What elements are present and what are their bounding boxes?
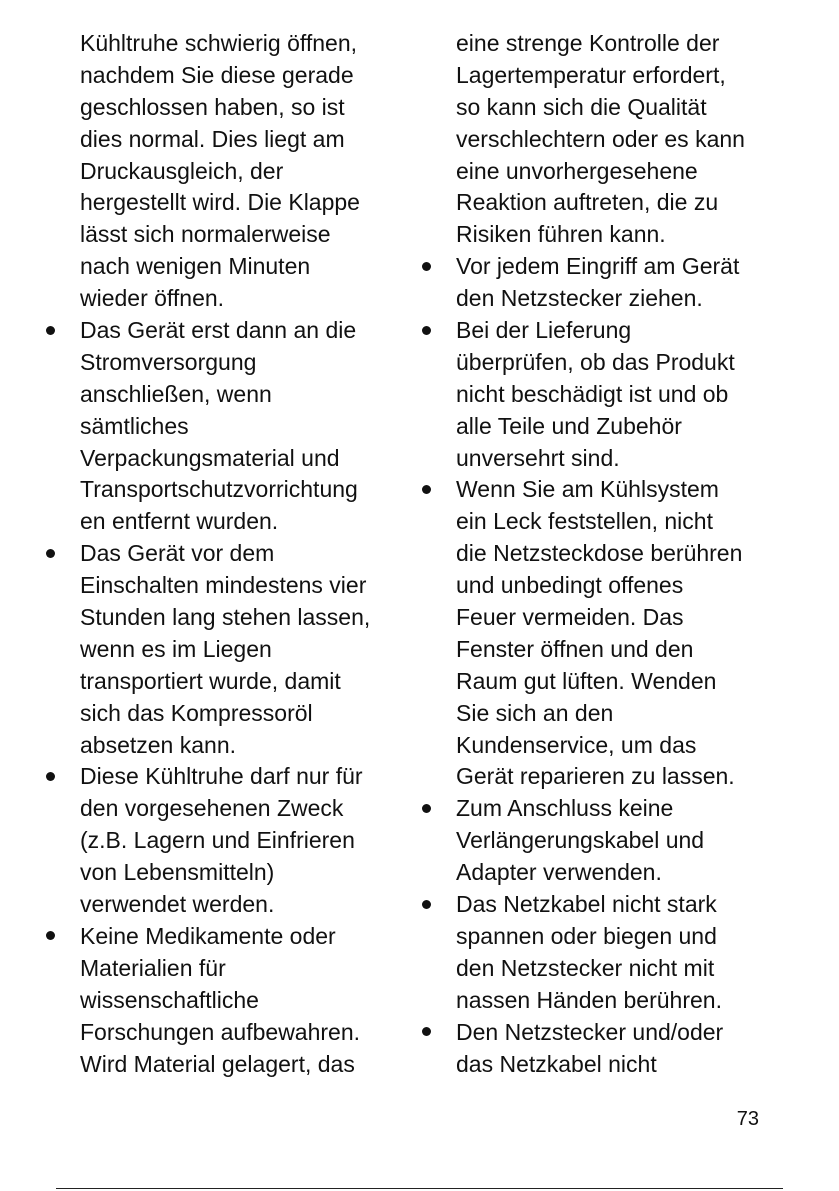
- text-line: [80, 347, 390, 379]
- line-text: transportiert wurde, damit: [80, 667, 341, 694]
- line-text: Wenn Sie am Kühlsystem: [456, 476, 719, 503]
- bullet-icon: [422, 474, 432, 506]
- line-text: Gerät reparieren zu lassen.: [456, 763, 735, 790]
- line-text: das Netzkabel nicht: [456, 1050, 657, 1077]
- line-text: absetzen kann.: [80, 731, 237, 758]
- line-text: unversehrt sind.: [456, 444, 620, 471]
- line-text: Verpackungsmaterial und: [80, 444, 340, 471]
- bullet-item-start-line: [456, 315, 766, 347]
- text-line: [456, 761, 766, 793]
- text-line: [80, 92, 390, 124]
- text-line: [456, 347, 766, 379]
- text-line: [80, 698, 390, 730]
- text-line: [456, 187, 766, 219]
- text-line: [456, 156, 766, 188]
- line-text: Wird Material gelagert, das: [80, 1050, 355, 1077]
- line-text: alle Teile und Zubehör: [456, 412, 682, 439]
- line-text: Den Netzstecker und/oder: [456, 1018, 724, 1045]
- line-text: eine unvorhergesehene: [456, 157, 698, 184]
- line-text: geschlossen haben, so ist: [80, 93, 345, 120]
- text-line: [456, 857, 766, 889]
- line-text: den vorgesehenen Zweck: [80, 795, 344, 822]
- line-text: Reaktion auftreten, die zu: [456, 189, 719, 216]
- line-text: Forschungen aufbewahren.: [80, 1018, 361, 1045]
- line-text: ein Leck feststellen, nicht: [456, 508, 713, 535]
- line-text: lässt sich normalerweise: [80, 221, 331, 248]
- bullet-item-start-line: [456, 474, 766, 506]
- line-text: den Netzstecker nicht mit: [456, 954, 715, 981]
- text-line: [80, 857, 390, 889]
- text-line: [80, 985, 390, 1017]
- text-line: [456, 60, 766, 92]
- line-text: wieder öffnen.: [80, 285, 225, 312]
- line-text: den Netzstecker ziehen.: [456, 285, 703, 312]
- text-line: [456, 443, 766, 475]
- line-text: Kühltruhe schwierig öffnen,: [80, 30, 358, 56]
- text-line: [80, 730, 390, 762]
- text-line: [80, 825, 390, 857]
- bullet-icon: [422, 1017, 432, 1049]
- text-line: [80, 506, 390, 538]
- text-line: [456, 379, 766, 411]
- line-text: Fenster öffnen und den: [456, 635, 694, 662]
- text-line: [456, 730, 766, 762]
- text-line: [80, 666, 390, 698]
- line-text: Kundenservice, um das: [456, 731, 697, 758]
- text-line: [456, 921, 766, 953]
- line-text: eine strenge Kontrolle der: [456, 30, 720, 56]
- line-text: Druckausgleich, der: [80, 157, 284, 184]
- bullet-icon: [46, 315, 56, 347]
- line-text: Verlängerungskabel und: [456, 827, 705, 854]
- bullet-icon: [46, 761, 56, 793]
- line-text: dies normal. Dies liegt am: [80, 125, 345, 152]
- line-text: wissenschaftliche: [80, 986, 259, 1013]
- footer-rule: [56, 1188, 783, 1189]
- line-text: spannen oder biegen und: [456, 922, 717, 949]
- text-line: [456, 634, 766, 666]
- bullet-item-start-line: [80, 761, 390, 793]
- text-line: [456, 825, 766, 857]
- line-text: anschließen, wenn: [80, 380, 272, 407]
- line-text: Sie sich an den: [456, 699, 614, 726]
- line-text: verschlechtern oder es kann: [456, 125, 745, 152]
- line-text: verwendet werden.: [80, 891, 275, 918]
- text-line: [456, 28, 766, 60]
- line-text: en entfernt wurden.: [80, 508, 279, 535]
- text-line: [456, 698, 766, 730]
- line-text: Das Gerät vor dem: [80, 540, 275, 567]
- line-text: so kann sich die Qualität: [456, 93, 707, 120]
- line-text: nachdem Sie diese gerade: [80, 61, 354, 88]
- bullet-item-start-line: [80, 315, 390, 347]
- text-line: [456, 124, 766, 156]
- line-text: wenn es im Liegen: [80, 635, 272, 662]
- bullet-item-start-line: [456, 793, 766, 825]
- bullet-icon: [46, 538, 56, 570]
- right-text-column: [456, 28, 766, 1080]
- line-text: Das Gerät erst dann an die: [80, 317, 357, 344]
- text-line: [80, 60, 390, 92]
- text-line: [456, 570, 766, 602]
- text-line: [80, 953, 390, 985]
- text-line: [80, 889, 390, 921]
- line-text: Feuer vermeiden. Das: [456, 604, 684, 631]
- line-text: Materialien für: [80, 954, 226, 981]
- text-line: [456, 411, 766, 443]
- text-line: [80, 1049, 390, 1081]
- bullet-item-start-line: [456, 1017, 766, 1049]
- left-text-column: [80, 28, 390, 1080]
- line-text: sämtliches: [80, 412, 189, 439]
- text-line: [456, 219, 766, 251]
- text-line: [80, 219, 390, 251]
- text-line: [80, 187, 390, 219]
- bullet-icon: [422, 793, 432, 825]
- page-number: 73: [736, 1108, 759, 1130]
- line-text: Keine Medikamente oder: [80, 922, 336, 949]
- text-line: [80, 570, 390, 602]
- text-line: [80, 443, 390, 475]
- text-line: [80, 251, 390, 283]
- text-line: [80, 283, 390, 315]
- bullet-item-start-line: [80, 921, 390, 953]
- text-line: [80, 474, 390, 506]
- text-line: [456, 538, 766, 570]
- text-line: [80, 1017, 390, 1049]
- line-text: nicht beschädigt ist und ob: [456, 380, 729, 407]
- bullet-item-start-line: [456, 251, 766, 283]
- text-line: [456, 92, 766, 124]
- text-line: [80, 411, 390, 443]
- text-line: [456, 953, 766, 985]
- bullet-icon: [422, 889, 432, 921]
- bullet-item-start-line: [456, 889, 766, 921]
- line-text: Risiken führen kann.: [456, 221, 666, 248]
- bullet-icon: [46, 921, 56, 953]
- line-text: Bei der Lieferung: [456, 317, 632, 344]
- text-line: [80, 379, 390, 411]
- line-text: Einschalten mindestens vier: [80, 572, 367, 599]
- text-line: [80, 124, 390, 156]
- line-text: nassen Händen berühren.: [456, 986, 722, 1013]
- line-text: Das Netzkabel nicht stark: [456, 891, 717, 918]
- line-text: Adapter verwenden.: [456, 859, 662, 886]
- line-text: hergestellt wird. Die Klappe: [80, 189, 360, 216]
- text-line: [456, 666, 766, 698]
- line-text: Vor jedem Eingriff am Gerät: [456, 253, 740, 280]
- bullet-item-start-line: [80, 538, 390, 570]
- line-text: nach wenigen Minuten: [80, 253, 311, 280]
- line-text: Zum Anschluss keine: [456, 795, 674, 822]
- line-text: Raum gut lüften. Wenden: [456, 667, 717, 694]
- text-line: [456, 283, 766, 315]
- text-line: [456, 985, 766, 1017]
- bullet-icon: [422, 251, 432, 283]
- text-line: [80, 634, 390, 666]
- text-line: [80, 28, 390, 60]
- line-text: Diese Kühltruhe darf nur für: [80, 763, 363, 790]
- line-text: (z.B. Lagern und Einfrieren: [80, 827, 355, 854]
- line-text: Lagertemperatur erfordert,: [456, 61, 726, 88]
- text-line: [80, 793, 390, 825]
- text-line: [80, 156, 390, 188]
- text-line: [456, 602, 766, 634]
- line-text: und unbedingt offenes: [456, 572, 684, 599]
- text-line: [456, 1049, 766, 1081]
- line-text: Transportschutzvorrichtung: [80, 476, 358, 503]
- text-line: [80, 602, 390, 634]
- line-text: überprüfen, ob das Produkt: [456, 348, 735, 375]
- line-text: Stunden lang stehen lassen,: [80, 604, 371, 631]
- line-text: Stromversorgung: [80, 348, 257, 375]
- text-line: [456, 506, 766, 538]
- line-text: sich das Kompressoröl: [80, 699, 313, 726]
- line-text: die Netzsteckdose berühren: [456, 540, 743, 567]
- bullet-icon: [422, 315, 432, 347]
- line-text: von Lebensmitteln): [80, 859, 275, 886]
